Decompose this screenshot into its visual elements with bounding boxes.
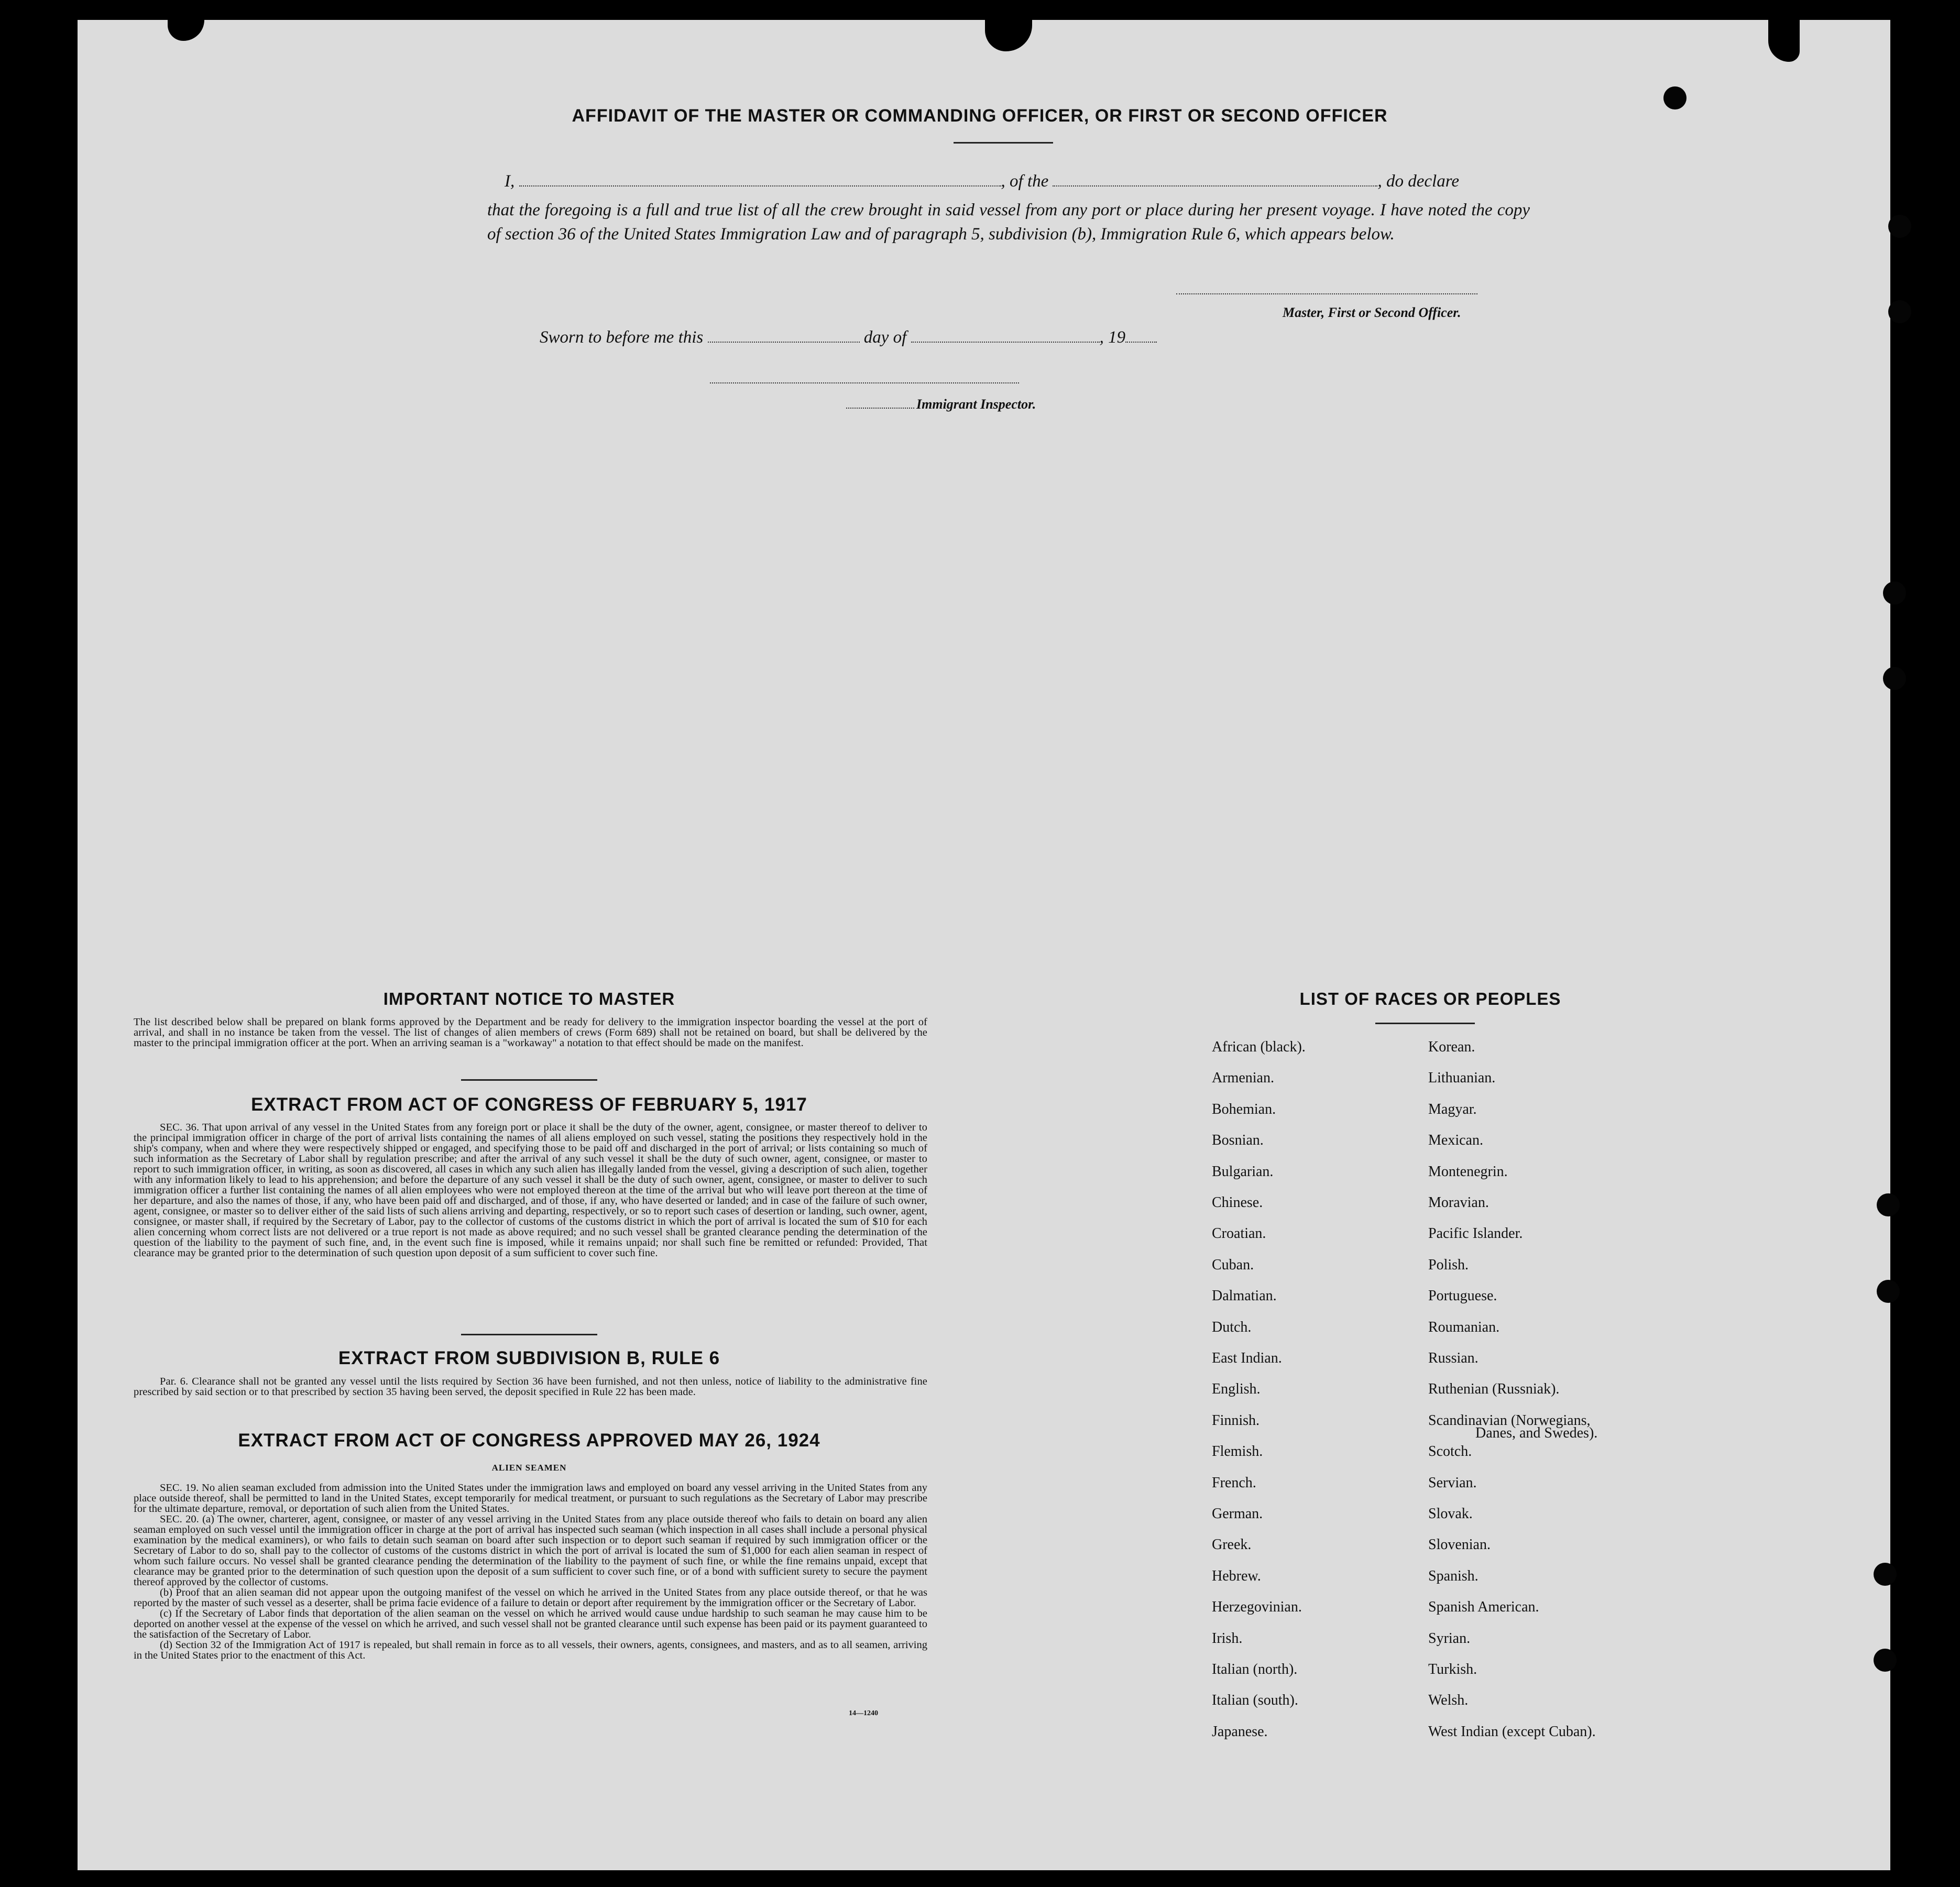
race-right-item: West Indian (except Cuban). — [1428, 1723, 1596, 1740]
month-blank — [911, 342, 1100, 343]
race-right-item: Russian. — [1428, 1350, 1479, 1366]
divider — [461, 1334, 597, 1335]
race-left-item: Hebrew. — [1212, 1567, 1261, 1584]
inspector-line — [846, 397, 1036, 412]
races-title-underline — [1375, 1023, 1475, 1024]
races-title: LIST OF RACES OR PEOPLES — [1299, 989, 1561, 1008]
master-signature-label: Master, First or Second Officer. — [1283, 305, 1461, 320]
extract-1924-sections — [134, 1483, 927, 1661]
extract-1924-subtitle: ALIEN SEAMEN — [491, 1463, 567, 1473]
race-left-item: German. — [1212, 1506, 1263, 1522]
affidavit-body: that the foregoing is a full and true list of all the crew brought in said vessel from any port or place during her present voyage. I have noted the copy of section 36 of the United States Immigration Law and of paragraph 5, subdivision (b), Immigration Rule 6, which appears below. — [487, 201, 1530, 244]
i-label: I, — [505, 172, 515, 191]
rule6-title: EXTRACT FROM SUBDIVISION B, RULE 6 — [338, 1348, 720, 1368]
race-left-item: Chinese. — [1212, 1194, 1263, 1211]
race-right-item: Spanish American. — [1428, 1599, 1539, 1616]
race-left-item: African (black). — [1212, 1039, 1306, 1055]
race-left-item: English. — [1212, 1381, 1261, 1398]
binder-hole — [1888, 215, 1911, 238]
race-right-item: Turkish. — [1428, 1661, 1477, 1677]
binder-hole — [1877, 1193, 1900, 1216]
affidavit-title: AFFIDAVIT OF THE MASTER OR COMMANDING OFFICER, OR FIRST OR SECOND OFFICER — [572, 106, 1388, 126]
race-right-item: Lithuanian. — [1428, 1070, 1496, 1087]
race-right-item: Slovenian. — [1428, 1537, 1491, 1553]
race-right-item: Servian. — [1428, 1474, 1477, 1491]
sec20b-text: (b) Proof that an alien seaman did not appear upon the outgoing manifest of the vessel on which he arrived in the United States from any place outside thereof, or that he was reported by the master of such vessel as a deserter, shall be prima facie evidence of a failure to detain or deport after requirement by the immigration officer or the Secretary of Labor. — [134, 1587, 927, 1609]
race-left-item: East Indian. — [1212, 1350, 1282, 1366]
divider — [461, 1079, 597, 1081]
race-left-item: Cuban. — [1212, 1256, 1254, 1273]
day-of-label: day of — [863, 328, 907, 347]
race-left-item: Italian (south). — [1212, 1692, 1298, 1709]
race-left-item: Greek. — [1212, 1537, 1252, 1553]
race-right-item: Syrian. — [1428, 1630, 1471, 1647]
race-right-item: Pacific Islander. — [1428, 1225, 1523, 1242]
race-right-item: Spanish. — [1428, 1567, 1479, 1584]
extract-1917-text: SEC. 36. That upon arrival of any vessel in the United States from any foreign port or place it shall be the duty of the owner, agent, consignee, or master thereof to deliver to the principal immigration officer in charge of the port of arrival lists containing the names of all aliens employed on such vessel, stating the positions they respectively hold in the ship's company, when and where they were respectively shipped or engaged, and specifying those to be paid off and discharged in the port of arrival; or lists containing so much of such information as the Secretary of Labor shall by regulation prescribe; and after the arrival of any such vessel it shall be the duty of such owner, agent, consignee, or master to report to such immigration officer, in writing, as soon as discovered, all cases in which any such alien has illegally landed from the vessel, giving a description of such alien, together with any information likely to lead to his apprehension; and before the departure of any such vessel it shall be the duty of such owner, agent, consignee, or master to deliver to such immigration officer a further list containing the names of all alien employees who were not employed thereon at the time of the arrival but who will leave port thereon at the time of her departure, and also the names of those, if any, who have been paid off and discharged, and of those, if any, who have deserted or landed; and in case of the failure of such owner, agent, consignee, or master so to deliver either of the said lists of such aliens arriving and departing, respectively, or so to report such cases of desertion or landing, such owner, agent, consignee, or master shall, if required by the Secretary of Labor, pay to the collector of customs of the customs district in which the port of arrival is located the sum of $10 for each alien concerning whom correct lists are not delivered or a true report is not made as above required; and no such vessel shall be granted clearance pending the determination of the question of the liability to the payment of such fine, and, in the event such fine is imposed, while it remains unpaid; nor shall such fine be remitted or refunded: Provided, That clearance may be granted prior to the determination of such question upon deposit of a sum sufficient to cover such fine. — [134, 1122, 927, 1259]
race-left-item: Herzegovinian. — [1212, 1599, 1302, 1616]
race-right-item: Polish. — [1428, 1256, 1469, 1273]
race-left-item: Finnish. — [1212, 1412, 1260, 1429]
race-left-item: Bohemian. — [1212, 1101, 1276, 1117]
inspector-signature-line — [710, 382, 1019, 383]
race-right-item: Mexican. — [1428, 1132, 1483, 1149]
binder-hole — [1883, 582, 1906, 605]
binder-hole — [1874, 1649, 1897, 1672]
race-left-item: Bulgarian. — [1212, 1163, 1274, 1180]
binder-hole — [1663, 86, 1687, 109]
sworn-line — [540, 328, 1157, 347]
sec19-text: SEC. 19. No alien seaman excluded from admission into the United States under the immigration laws and employed on board any vessel arriving in the United States from any place outside thereof, shall be permitted to land in the United States, except temporarily for medical treatment, or pursuant to such regulations as the Secretary of Labor may prescribe for the ultimate departure, removal, or deportation of such alien from the United States. — [134, 1482, 927, 1515]
race-right-item: Magyar. — [1428, 1101, 1477, 1117]
race-left-item: Irish. — [1212, 1630, 1243, 1647]
notice-text: The list described below shall be prepared on blank forms approved by the Department and be ready for delivery to the immigration inspector boarding the vessel at the port of arrival, and shall in no instance be taken from the vessel. The list of changes of alien members of crews (Form 689) shall not be retained on board, but shall be delivered by the master to the principal immigration officer at the port. When an arriving seaman is a "workaway" a notation to that effect should be made on the manifest. — [134, 1016, 927, 1049]
race-left-item: Italian (north). — [1212, 1661, 1298, 1677]
race-right-item: Ruthenian (Russniak). — [1428, 1381, 1560, 1398]
race-left-item: Armenian. — [1212, 1070, 1274, 1087]
notice-title: IMPORTANT NOTICE TO MASTER — [383, 989, 675, 1008]
form-number: 14—1240 — [849, 1709, 878, 1717]
vessel-blank — [1053, 185, 1377, 186]
binder-hole — [1877, 1280, 1900, 1303]
extract-1917-title: EXTRACT FROM ACT OF CONGRESS OF FEBRUARY 5, 1917 — [251, 1094, 807, 1115]
sec20a-text: SEC. 20. (a) The owner, charterer, agent, consignee, or master of any vessel arriving in the United States from any place outside thereof who fails to detain on board any alien seaman employed on such vessel until the immigration officer in charge at the port of arrival has inspected such seaman (which inspection in all cases shall include a personal physical examination by the medical examiners), or who fails to detain such seaman on board after such inspection or to deport such seaman if required by such immigration officer or the Secretary of Labor to do so, shall pay to the collector of customs of the customs district in which the port of arrival is located the sum of $1,000 for each alien seaman in respect of whom such failure occurs. No vessel shall be granted clearance pending the determination of the liability to the payment of such fine, or while the fine remains unpaid, except that clearance may be granted prior to the determination of such question upon the deposit of a sum sufficient to cover such fine, or of a bond with sufficient surety to secure the payment thereof approved by the collector of customs. — [134, 1513, 927, 1588]
race-left-item: Croatian. — [1212, 1225, 1266, 1242]
race-left-item: Dalmatian. — [1212, 1288, 1277, 1304]
race-left-item: Bosnian. — [1212, 1132, 1264, 1149]
sec20d-text: (d) Section 32 of the Immigration Act of 1917 is repealed, but shall remain in force as to all vessels, their owners, agents, consignees, and masters, and as to all seamen, arriving in the United States prior to the enactment of this Act. — [134, 1639, 927, 1661]
binder-hole — [1888, 300, 1911, 323]
race-right-item: Scandinavian (Norwegians, — [1428, 1412, 1591, 1429]
race-left-item: Dutch. — [1212, 1319, 1252, 1335]
master-signature-line — [1176, 293, 1477, 294]
year-blank — [1125, 342, 1157, 343]
sworn-label: Sworn to before me this — [540, 328, 704, 347]
rule6-text: Par. 6. Clearance shall not be granted any vessel until the lists required by Section 36 have been furnished, and not then unless, notice of liability to the administrative fine prescribed by said section or to that prescribed by section 35 having been served, the deposit specified in Rule 22 has been made. — [134, 1376, 927, 1398]
race-right-item: Moravian. — [1428, 1194, 1489, 1211]
race-right-item: Korean. — [1428, 1039, 1475, 1055]
do-declare-label: , do declare — [1377, 172, 1459, 191]
race-right-item: Roumanian. — [1428, 1319, 1500, 1335]
name-blank — [519, 185, 1001, 186]
inspector-blank — [846, 408, 914, 409]
inspector-label: Immigrant Inspector. — [916, 397, 1036, 412]
sec20c-text: (c) If the Secretary of Labor finds that deportation of the alien seaman on the vessel on which he arrived would cause undue hardship to such seaman he may cause him to be deported on another vessel at the expense of the vessel on which he arrived, and such vessel shall not be granted clearance until such expense has been paid or its payment guaranteed to the satisfaction of the Secretary of Labor. — [134, 1608, 927, 1640]
binder-hole — [1874, 1563, 1897, 1586]
race-right-item: Welsh. — [1428, 1692, 1469, 1709]
binder-hole — [1883, 667, 1906, 690]
year-label: , 19 — [1099, 328, 1126, 347]
race-left-item: Flemish. — [1212, 1443, 1263, 1460]
race-right-item: Slovak. — [1428, 1506, 1473, 1522]
day-blank — [708, 342, 860, 343]
race-right-item: Scotch. — [1428, 1443, 1472, 1460]
race-right-item: Portuguese. — [1428, 1288, 1497, 1304]
race-right-continuation: Danes, and Swedes). — [1475, 1424, 1598, 1441]
extract-1924-title: EXTRACT FROM ACT OF CONGRESS APPROVED MAY 26, 1924 — [238, 1430, 820, 1451]
title-underline — [954, 142, 1053, 144]
race-left-item: French. — [1212, 1474, 1256, 1491]
affidavit-declaration-line — [505, 172, 1526, 191]
race-right-item: Montenegrin. — [1428, 1163, 1508, 1180]
of-the-label: , of the — [1001, 172, 1049, 191]
race-left-item: Japanese. — [1212, 1723, 1268, 1740]
